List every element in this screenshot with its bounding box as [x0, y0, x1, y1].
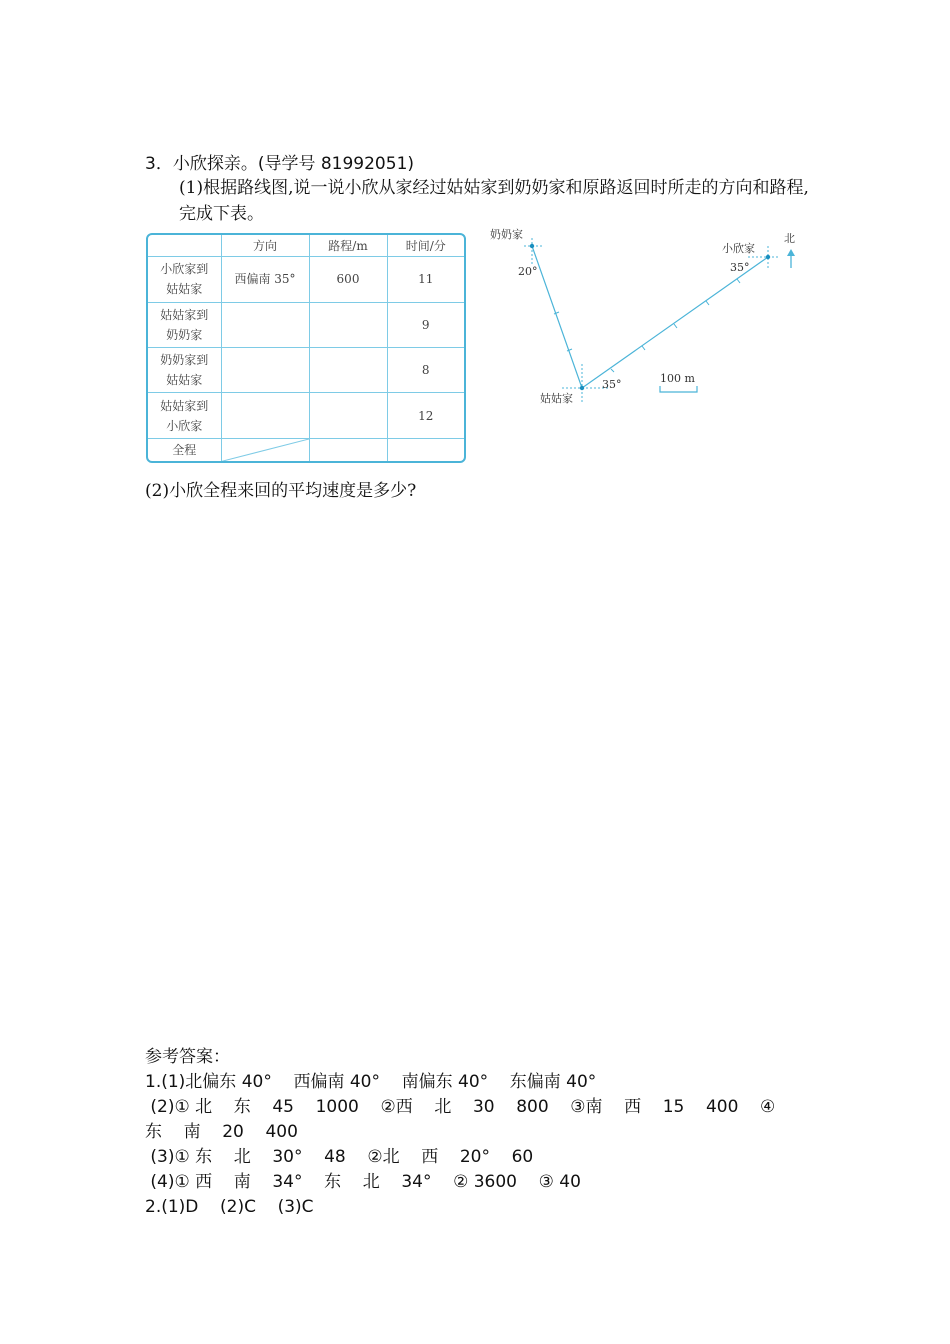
question-part2: (2)小欣全程来回的平均速度是多少? — [145, 481, 417, 501]
table-header-row — [148, 235, 464, 257]
answer-line: (3)① 东 北 30° 48 ②北 西 20° 60 — [145, 1147, 534, 1167]
table-header: 路程/m — [309, 235, 387, 257]
table-row — [148, 302, 464, 347]
row-label — [148, 302, 221, 347]
row-label-line: 姑姑家到 — [160, 307, 209, 322]
distance-cell[interactable] — [309, 302, 387, 347]
distance-cell[interactable] — [309, 393, 387, 438]
distance-cell[interactable]: 600 — [309, 257, 387, 302]
table-header — [148, 235, 221, 257]
north-arrowhead-icon — [787, 249, 795, 256]
time-cell: 11 — [387, 257, 464, 302]
total-direction-cell-crossed — [221, 438, 309, 461]
aunt-angle-label: 35° — [602, 378, 622, 391]
row-label-line: 姑姑家 — [166, 373, 203, 388]
row-label — [148, 393, 221, 438]
home-label: 小欣家 — [722, 242, 755, 255]
route-aunt-home — [582, 257, 768, 388]
home-point — [766, 255, 770, 259]
total-time-cell[interactable] — [387, 438, 464, 461]
answer-line: 2.(1)D (2)C (3)C — [145, 1197, 314, 1217]
diagonal-slash — [222, 439, 309, 461]
row-label-line: 奶奶家 — [166, 327, 203, 342]
route-grandma-aunt — [532, 246, 582, 388]
route-diagram — [486, 224, 806, 410]
row-label-line: 姑姑家 — [166, 282, 203, 297]
distance-cell[interactable] — [309, 347, 387, 392]
row-label-line: 奶奶家到 — [160, 353, 209, 368]
direction-cell[interactable]: 西偏南 35° — [221, 257, 309, 302]
answer-key — [145, 1045, 825, 1220]
north-label: 北 — [784, 232, 795, 245]
table-header: 时间/分 — [387, 235, 464, 257]
table-header: 方向 — [221, 235, 309, 257]
direction-cell[interactable] — [221, 302, 309, 347]
part1-text: (1)根据路线图,说一说小欣从家经过姑姑家到奶奶家和原路返回时所走的方向和路程,完成下表。 — [179, 178, 809, 224]
answer-line: (4)① 西 南 34° 东 北 34° ② 3600 ③ 40 — [145, 1172, 581, 1192]
row-label — [148, 347, 221, 392]
route-table-frame — [146, 233, 466, 463]
answers-title: 参考答案： — [145, 1047, 230, 1067]
grandma-point — [530, 244, 534, 248]
table-row — [148, 257, 464, 302]
time-cell: 9 — [387, 302, 464, 347]
table-total-row — [148, 438, 464, 461]
row-label-line: 小欣家 — [166, 418, 203, 433]
time-cell: 12 — [387, 393, 464, 438]
table-row — [148, 393, 464, 438]
direction-cell[interactable] — [221, 347, 309, 392]
grandma-angle-label: 20° — [518, 265, 538, 278]
row-label — [148, 257, 221, 302]
aunt-label: 姑姑家 — [540, 392, 573, 405]
answer-line: 1.(1)北偏东 40° 西偏南 40° 南偏东 40° 东偏南 40° — [145, 1072, 597, 1092]
scale-bar — [660, 386, 697, 392]
time-cell: 8 — [387, 347, 464, 392]
answer-line: (2)① 北 东 45 1000 ②西 北 30 800 ③南 西 15 400 ④ — [145, 1097, 776, 1117]
grandma-label: 奶奶家 — [490, 228, 523, 241]
total-label: 全程 — [148, 438, 221, 461]
table-row — [148, 347, 464, 392]
row-label-line: 小欣家到 — [160, 262, 209, 277]
total-distance-cell[interactable] — [309, 438, 387, 461]
aunt-point — [580, 386, 584, 390]
scale-label: 100 m — [660, 372, 695, 385]
question-part1 — [145, 175, 815, 227]
route-table — [148, 235, 464, 461]
direction-cell[interactable] — [221, 393, 309, 438]
row-label-line: 姑姑家到 — [160, 398, 209, 413]
answer-line: 东 南 20 400 — [145, 1122, 298, 1142]
home-angle-label: 35° — [730, 261, 750, 274]
question-title: 3．小欣探亲。(导学号 81992051) — [145, 154, 415, 174]
route-ticks — [554, 279, 740, 372]
